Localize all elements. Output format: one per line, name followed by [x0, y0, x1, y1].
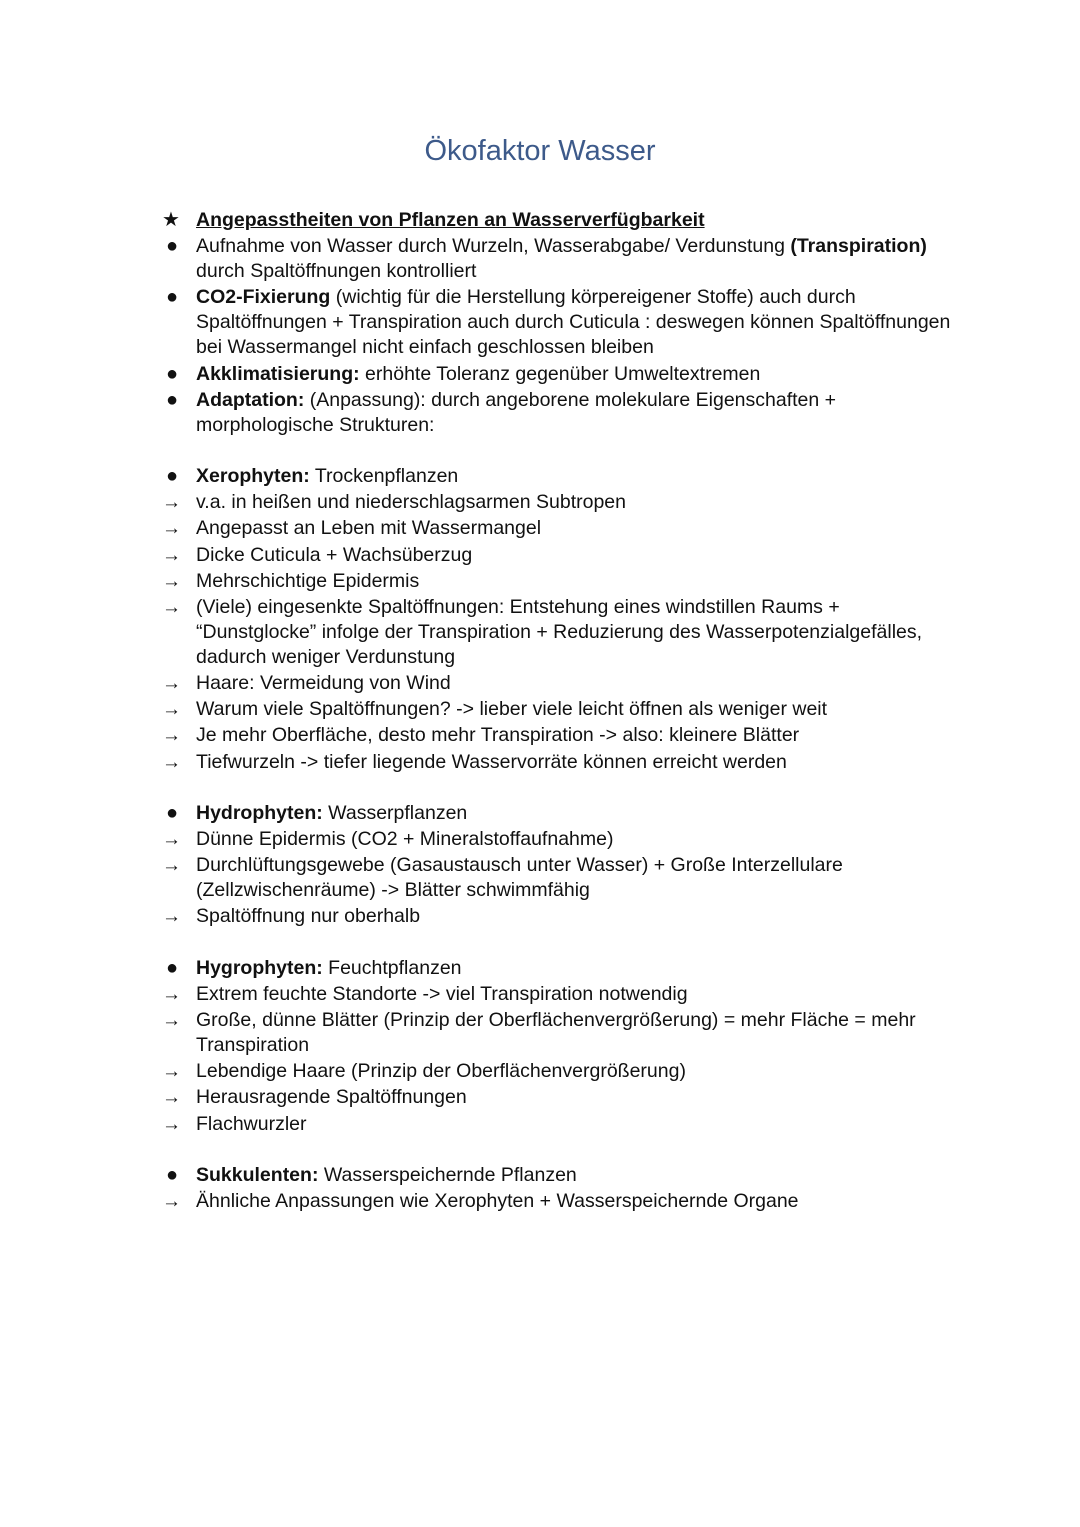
arrow-item-text: Warum viele Spaltöffnungen? -> lieber viele leicht öffnen als weniger weit	[196, 698, 828, 721]
arrow-right-icon: →	[162, 492, 181, 514]
bullet-text: erhöhte Toleranz gegenüber Umweltextremen	[359, 362, 761, 385]
arrow-list-item	[160, 1085, 960, 1110]
bullet-akklimatisierung	[160, 362, 960, 387]
arrow-right-icon: →	[162, 1087, 181, 1109]
xerophyten-list	[160, 490, 960, 775]
arrow-list-item	[160, 516, 960, 541]
bullet-term: (Transpiration)	[790, 235, 927, 258]
arrow-right-icon: →	[162, 829, 181, 850]
bullet-icon: ●	[166, 388, 179, 411]
bullet-transpiration	[160, 234, 960, 284]
arrow-list-item	[160, 1112, 960, 1137]
arrow-item-text: Große, dünne Blätter (Prinzip der Oberflächenvergrößerung) = mehr Fläche = mehr Transpiration	[196, 1008, 916, 1056]
arrow-item-text: Spaltöffnung nur oberhalb	[196, 905, 421, 928]
arrow-list-item	[160, 671, 960, 696]
arrow-item-text: (Viele) eingesenkte Spaltöffnungen: Entstehung eines windstillen Raums + “Dunstglocke” infolge der Transpiration + Reduzierung des Wasserpotenzialgefälles, dadurch weniger Verdunstung	[196, 595, 923, 668]
bullet-term: Adaptation:	[196, 388, 305, 411]
arrow-list-item	[160, 723, 960, 748]
hygrophyten-list	[160, 982, 960, 1137]
bullet-icon: ●	[166, 956, 179, 979]
bullet-term: Hygrophyten:	[196, 956, 323, 979]
arrow-item-text: Durchlüftungsgewebe (Gasaustausch unter Wasser) + Große Interzellulare (Zellzwischenräume) -> Blätter schwimmfähig	[196, 854, 843, 902]
arrow-right-icon: →	[162, 544, 181, 566]
bullet-term: Hydrophyten:	[196, 801, 323, 824]
arrow-list-item	[160, 853, 960, 903]
bullet-icon: ●	[166, 235, 179, 258]
heading-text: Angepasstheiten von Pflanzen an Wasserverfügbarkeit	[196, 209, 705, 231]
arrow-list-item	[160, 827, 960, 852]
bullet-term: Sukkulenten:	[196, 1163, 319, 1186]
arrow-right-icon: →	[162, 1113, 181, 1135]
arrow-item-text: Dünne Epidermis (CO2 + Mineralstoffaufnahme)	[196, 828, 614, 850]
arrow-item-text: Angepasst an Leben mit Wassermangel	[196, 517, 542, 540]
bullet-text: (Anpassung): durch angeborene molekulare Eigenschaften + morphologische Strukturen:	[196, 388, 837, 436]
sukkulenten-list	[160, 1189, 960, 1214]
arrow-item-text: Ähnliche Anpassungen wie Xerophyten + Wasserspeichernde Organe	[196, 1189, 799, 1212]
bullet-hydrophyten	[160, 801, 960, 826]
star-icon: ★	[162, 209, 180, 231]
arrow-right-icon: →	[162, 1061, 181, 1083]
arrow-item-text: Mehrschichtige Epidermis	[196, 569, 420, 592]
arrow-list-item	[160, 1189, 960, 1214]
page-title: Ökofaktor Wasser	[424, 135, 656, 167]
bullet-xerophyten	[160, 464, 960, 489]
arrow-item-text: Herausragende Spaltöffnungen	[196, 1086, 467, 1109]
bullet-hygrophyten	[160, 956, 960, 981]
bullet-text: Aufnahme von Wasser durch Wurzeln, Wasserabgabe/ Verdunstung	[196, 235, 791, 258]
arrow-right-icon: →	[162, 983, 181, 1005]
arrow-list-item	[160, 490, 960, 515]
hydrophyten-list	[160, 827, 960, 929]
bullet-term: Xerophyten:	[196, 464, 310, 487]
arrow-item-text: Dicke Cuticula + Wachsüberzug	[196, 543, 473, 566]
arrow-item-text: Lebendige Haare (Prinzip der Oberflächenvergrößerung)	[196, 1060, 686, 1083]
bullet-icon: ●	[166, 286, 179, 309]
bullet-term: CO2-Fixierung	[196, 286, 331, 309]
arrow-list-item	[160, 543, 960, 568]
section-heading	[160, 208, 960, 233]
arrow-list-item	[160, 982, 960, 1007]
arrow-item-text: v.a. in heißen und niederschlagsarmen Subtropen	[196, 491, 626, 514]
bullet-text: (wichtig für die Herstellung körpereigener Stoffe) auch durch Spaltöffnungen + Transpiration auch durch Cuticula : deswegen können Spaltöffnungen bei Wassermangel nicht einfach geschlossen bleiben	[196, 286, 951, 359]
arrow-right-icon: →	[162, 570, 181, 592]
arrow-item-text: Haare: Vermeidung von Wind	[196, 672, 451, 695]
arrow-right-icon: →	[162, 1009, 181, 1031]
bullet-text: Wasserspeichernde Pflanzen	[318, 1163, 577, 1186]
bullet-icon: ●	[166, 1163, 179, 1186]
arrow-item-text: Extrem feuchte Standorte -> viel Transpiration notwendig	[196, 982, 688, 1005]
bullet-icon: ●	[166, 464, 179, 487]
arrow-list-item	[160, 1008, 960, 1058]
arrow-right-icon: →	[162, 855, 181, 877]
arrow-right-icon: →	[162, 596, 181, 618]
arrow-list-item	[160, 1059, 960, 1084]
arrow-right-icon: →	[162, 1190, 181, 1212]
bullet-sukkulenten	[160, 1163, 960, 1188]
arrow-right-icon: →	[162, 751, 181, 773]
bullet-icon: ●	[166, 362, 179, 385]
bullet-text: Wasserpflanzen	[322, 801, 468, 824]
arrow-right-icon: →	[162, 906, 181, 928]
arrow-right-icon: →	[162, 518, 181, 540]
bullet-co2	[160, 285, 960, 360]
arrow-right-icon: →	[162, 699, 181, 721]
arrow-list-item	[160, 750, 960, 775]
arrow-list-item	[160, 569, 960, 594]
arrow-item-text: Je mehr Oberfläche, desto mehr Transpiration -> also: kleinere Blätter	[196, 724, 800, 747]
arrow-list-item	[160, 904, 960, 929]
arrow-right-icon: →	[162, 673, 181, 695]
arrow-list-item	[160, 697, 960, 722]
arrow-list-item	[160, 595, 960, 670]
bullet-adaptation	[160, 388, 960, 438]
bullet-text: Trockenpflanzen	[309, 464, 459, 487]
arrow-item-text: Flachwurzler	[196, 1112, 307, 1135]
bullet-text: Feuchtpflanzen	[322, 956, 462, 979]
bullet-icon: ●	[166, 801, 179, 824]
arrow-right-icon: →	[162, 725, 181, 747]
notes-content	[160, 208, 960, 1215]
bullet-text: durch Spaltöffnungen kontrolliert	[196, 260, 477, 283]
arrow-item-text: Tiefwurzeln -> tiefer liegende Wasservorräte können erreicht werden	[196, 750, 787, 773]
bullet-term: Akklimatisierung:	[196, 362, 360, 385]
